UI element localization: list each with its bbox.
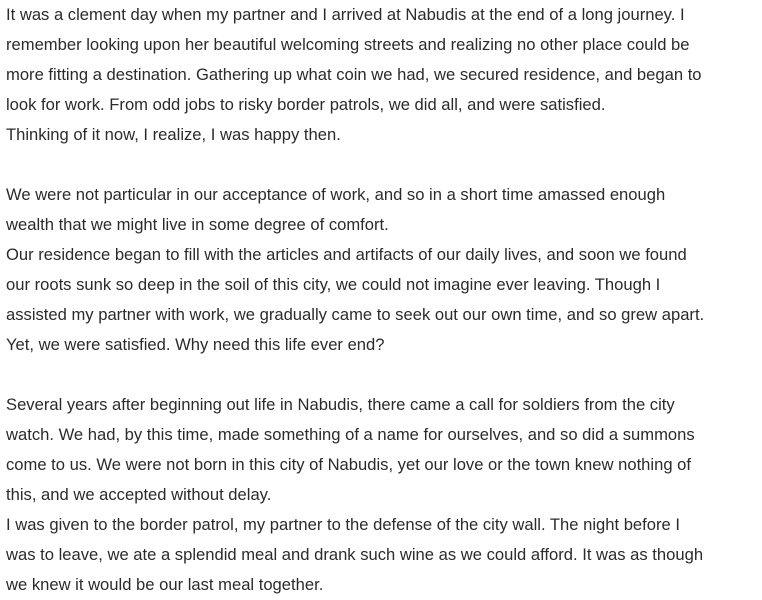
text-line: We were not particular in our acceptance of work, and so in a short time amassed enough (6, 185, 666, 204)
text-line: remember looking upon her beautiful welcoming streets and realizing no other place could be (6, 35, 690, 54)
paragraph-spacer (6, 360, 762, 390)
text-line: It was a clement day when my partner and I arrived at Nabudis at the end of a long journey. I (6, 5, 685, 24)
text-line: Our residence began to fill with the articles and artifacts of our daily lives, and soon we found (6, 245, 687, 264)
paragraph-summons (6, 390, 762, 600)
text-line: come to us. We were not born in this city of Nabudis, yet our love or the town knew nothing of (6, 455, 692, 474)
text-line: watch. We had, by this time, made something of a name for ourselves, and so did a summons (6, 425, 695, 444)
text-line: Several years after beginning out life in Nabudis, there came a call for soldiers from the city (6, 395, 675, 414)
paragraph-spacer (6, 150, 762, 180)
text-line: assisted my partner with work, we gradually came to seek out our own time, and so grew apart. (6, 305, 705, 324)
text-line: more fitting a destination. Gathering up what coin we had, we secured residence, and began to (6, 65, 702, 84)
text-line: look for work. From odd jobs to risky border patrols, we did all, and were satisfied. (6, 95, 606, 114)
text-line: our roots sunk so deep in the soil of this city, we could not imagine ever leaving. Though I (6, 275, 661, 294)
text-line: was to leave, we ate a splendid meal and drank such wine as we could afford. It was as though (6, 545, 704, 564)
text-line: Thinking of it now, I realize, I was happy then. (6, 125, 341, 144)
paragraph-settling (6, 180, 762, 360)
text-line: this, and we accepted without delay. (6, 485, 272, 504)
paragraph-arrival (6, 0, 762, 150)
text-line: I was given to the border patrol, my partner to the defense of the city wall. The night before I (6, 515, 680, 534)
text-line: we knew it would be our last meal together. (6, 575, 324, 594)
text-line: wealth that we might live in some degree of comfort. (6, 215, 389, 234)
text-line: Yet, we were satisfied. Why need this life ever end? (6, 335, 385, 354)
